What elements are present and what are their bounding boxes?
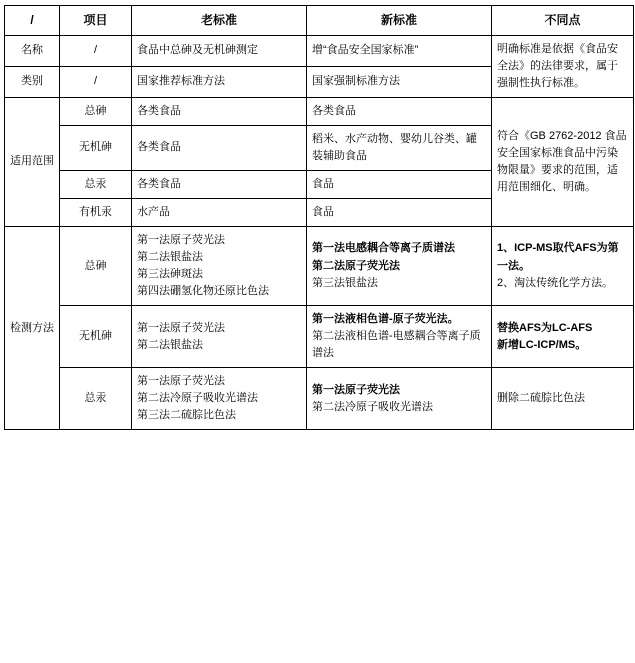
scope-new-total-arsenic: 各类食品: [307, 97, 492, 125]
method-line: 第一法原子荧光法: [137, 321, 225, 334]
method-line: 第一法原子荧光法: [137, 375, 225, 388]
methods-old-inorganic-arsenic: [132, 306, 307, 368]
method-line: 第二法液相色谱-电感耦合等离子质谱法: [312, 330, 481, 360]
methods-diff-inorganic-arsenic: [492, 306, 634, 368]
method-line: 第一法原子荧光法: [137, 233, 225, 246]
method-line: 第二法银盐法: [137, 251, 203, 264]
diff-line-bold: 替换AFS为LC-AFS: [497, 321, 593, 334]
header-cell-new-standard: 新标准: [307, 6, 492, 36]
method-line: 第三法银盐法: [312, 276, 378, 289]
methods-diff-total-mercury: 删除二硫腙比色法: [492, 368, 634, 430]
methods-old-total-arsenic: [132, 226, 307, 305]
method-line-bold: 第二法原子荧光法: [312, 259, 400, 272]
scope-old-inorganic-arsenic: 各类食品: [132, 125, 307, 170]
comparison-table: [4, 5, 634, 430]
table-header-row: [5, 6, 634, 36]
row-old-name: 食品中总砷及无机砷测定: [132, 35, 307, 66]
row-sub-name: /: [60, 35, 132, 66]
scope-sub-organic-mercury: 有机汞: [60, 198, 132, 226]
scope-diff: 符合《GB 2762-2012 食品安全国家标准食品中污染物限量》要求的范围，适用范围细化、明确。: [492, 97, 634, 226]
diff-line-bold: 新增LC-ICP/MS。: [497, 338, 587, 351]
row-new-name: 增“食品安全国家标准”: [307, 35, 492, 66]
header-cell-slash: /: [5, 6, 60, 36]
scope-new-organic-mercury: 食品: [307, 198, 492, 226]
row-label-name: 名称: [5, 35, 60, 66]
scope-new-total-mercury: 食品: [307, 170, 492, 198]
row-sub-category: /: [60, 66, 132, 97]
methods-sub-total-arsenic: 总砷: [60, 226, 132, 305]
method-line: 第二法冷原子吸收光谱法: [312, 400, 433, 413]
table-row: [5, 97, 634, 125]
method-line: 第三法砷斑法: [137, 268, 203, 281]
table-row: [5, 226, 634, 305]
method-line-bold: 第一法液相色谱-原子荧光法。: [312, 313, 459, 326]
scope-sub-total-arsenic: 总砷: [60, 97, 132, 125]
method-line: 第二法冷原子吸收光谱法: [137, 392, 258, 405]
methods-diff-total-arsenic: [492, 226, 634, 305]
scope-sub-inorganic-arsenic: 无机砷: [60, 125, 132, 170]
method-line-bold: 第一法原子荧光法: [312, 383, 400, 396]
header-cell-item: 项目: [60, 6, 132, 36]
row-label-methods: 检测方法: [5, 226, 60, 429]
diff-line-bold: 1、ICP-MS取代AFS为第一法。: [497, 242, 619, 272]
methods-new-total-arsenic: [307, 226, 492, 305]
methods-sub-total-mercury: 总汞: [60, 368, 132, 430]
methods-new-inorganic-arsenic: [307, 306, 492, 368]
method-line: 第二法银盐法: [137, 338, 203, 351]
header-cell-old-standard: 老标准: [132, 6, 307, 36]
row-label-category: 类别: [5, 66, 60, 97]
methods-new-total-mercury: [307, 368, 492, 430]
row-diff-name: 明确标准是依据《食品安全法》的法律要求，属于强制性执行标准。: [492, 35, 634, 97]
header-cell-difference: 不同点: [492, 6, 634, 36]
table-row: [5, 306, 634, 368]
row-old-category: 国家推荐标准方法: [132, 66, 307, 97]
method-line: 第四法硼氢化物还原比色法: [137, 285, 269, 298]
method-line: 第三法二硫腙比色法: [137, 409, 236, 422]
scope-old-total-arsenic: 各类食品: [132, 97, 307, 125]
scope-new-inorganic-arsenic: 稻米、水产动物、婴幼儿谷类、罐装辅助食品: [307, 125, 492, 170]
row-new-category: 国家强制标准方法: [307, 66, 492, 97]
methods-sub-inorganic-arsenic: 无机砷: [60, 306, 132, 368]
table-row: [5, 35, 634, 66]
scope-old-total-mercury: 各类食品: [132, 170, 307, 198]
table-row: [5, 368, 634, 430]
method-line-bold: 第一法电感耦合等离子质谱法: [312, 242, 455, 255]
row-label-scope: 适用范围: [5, 97, 60, 226]
document-page: [0, 5, 635, 663]
scope-sub-total-mercury: 总汞: [60, 170, 132, 198]
diff-line: 2、淘汰传统化学方法。: [497, 276, 614, 289]
scope-old-organic-mercury: 水产品: [132, 198, 307, 226]
methods-old-total-mercury: [132, 368, 307, 430]
